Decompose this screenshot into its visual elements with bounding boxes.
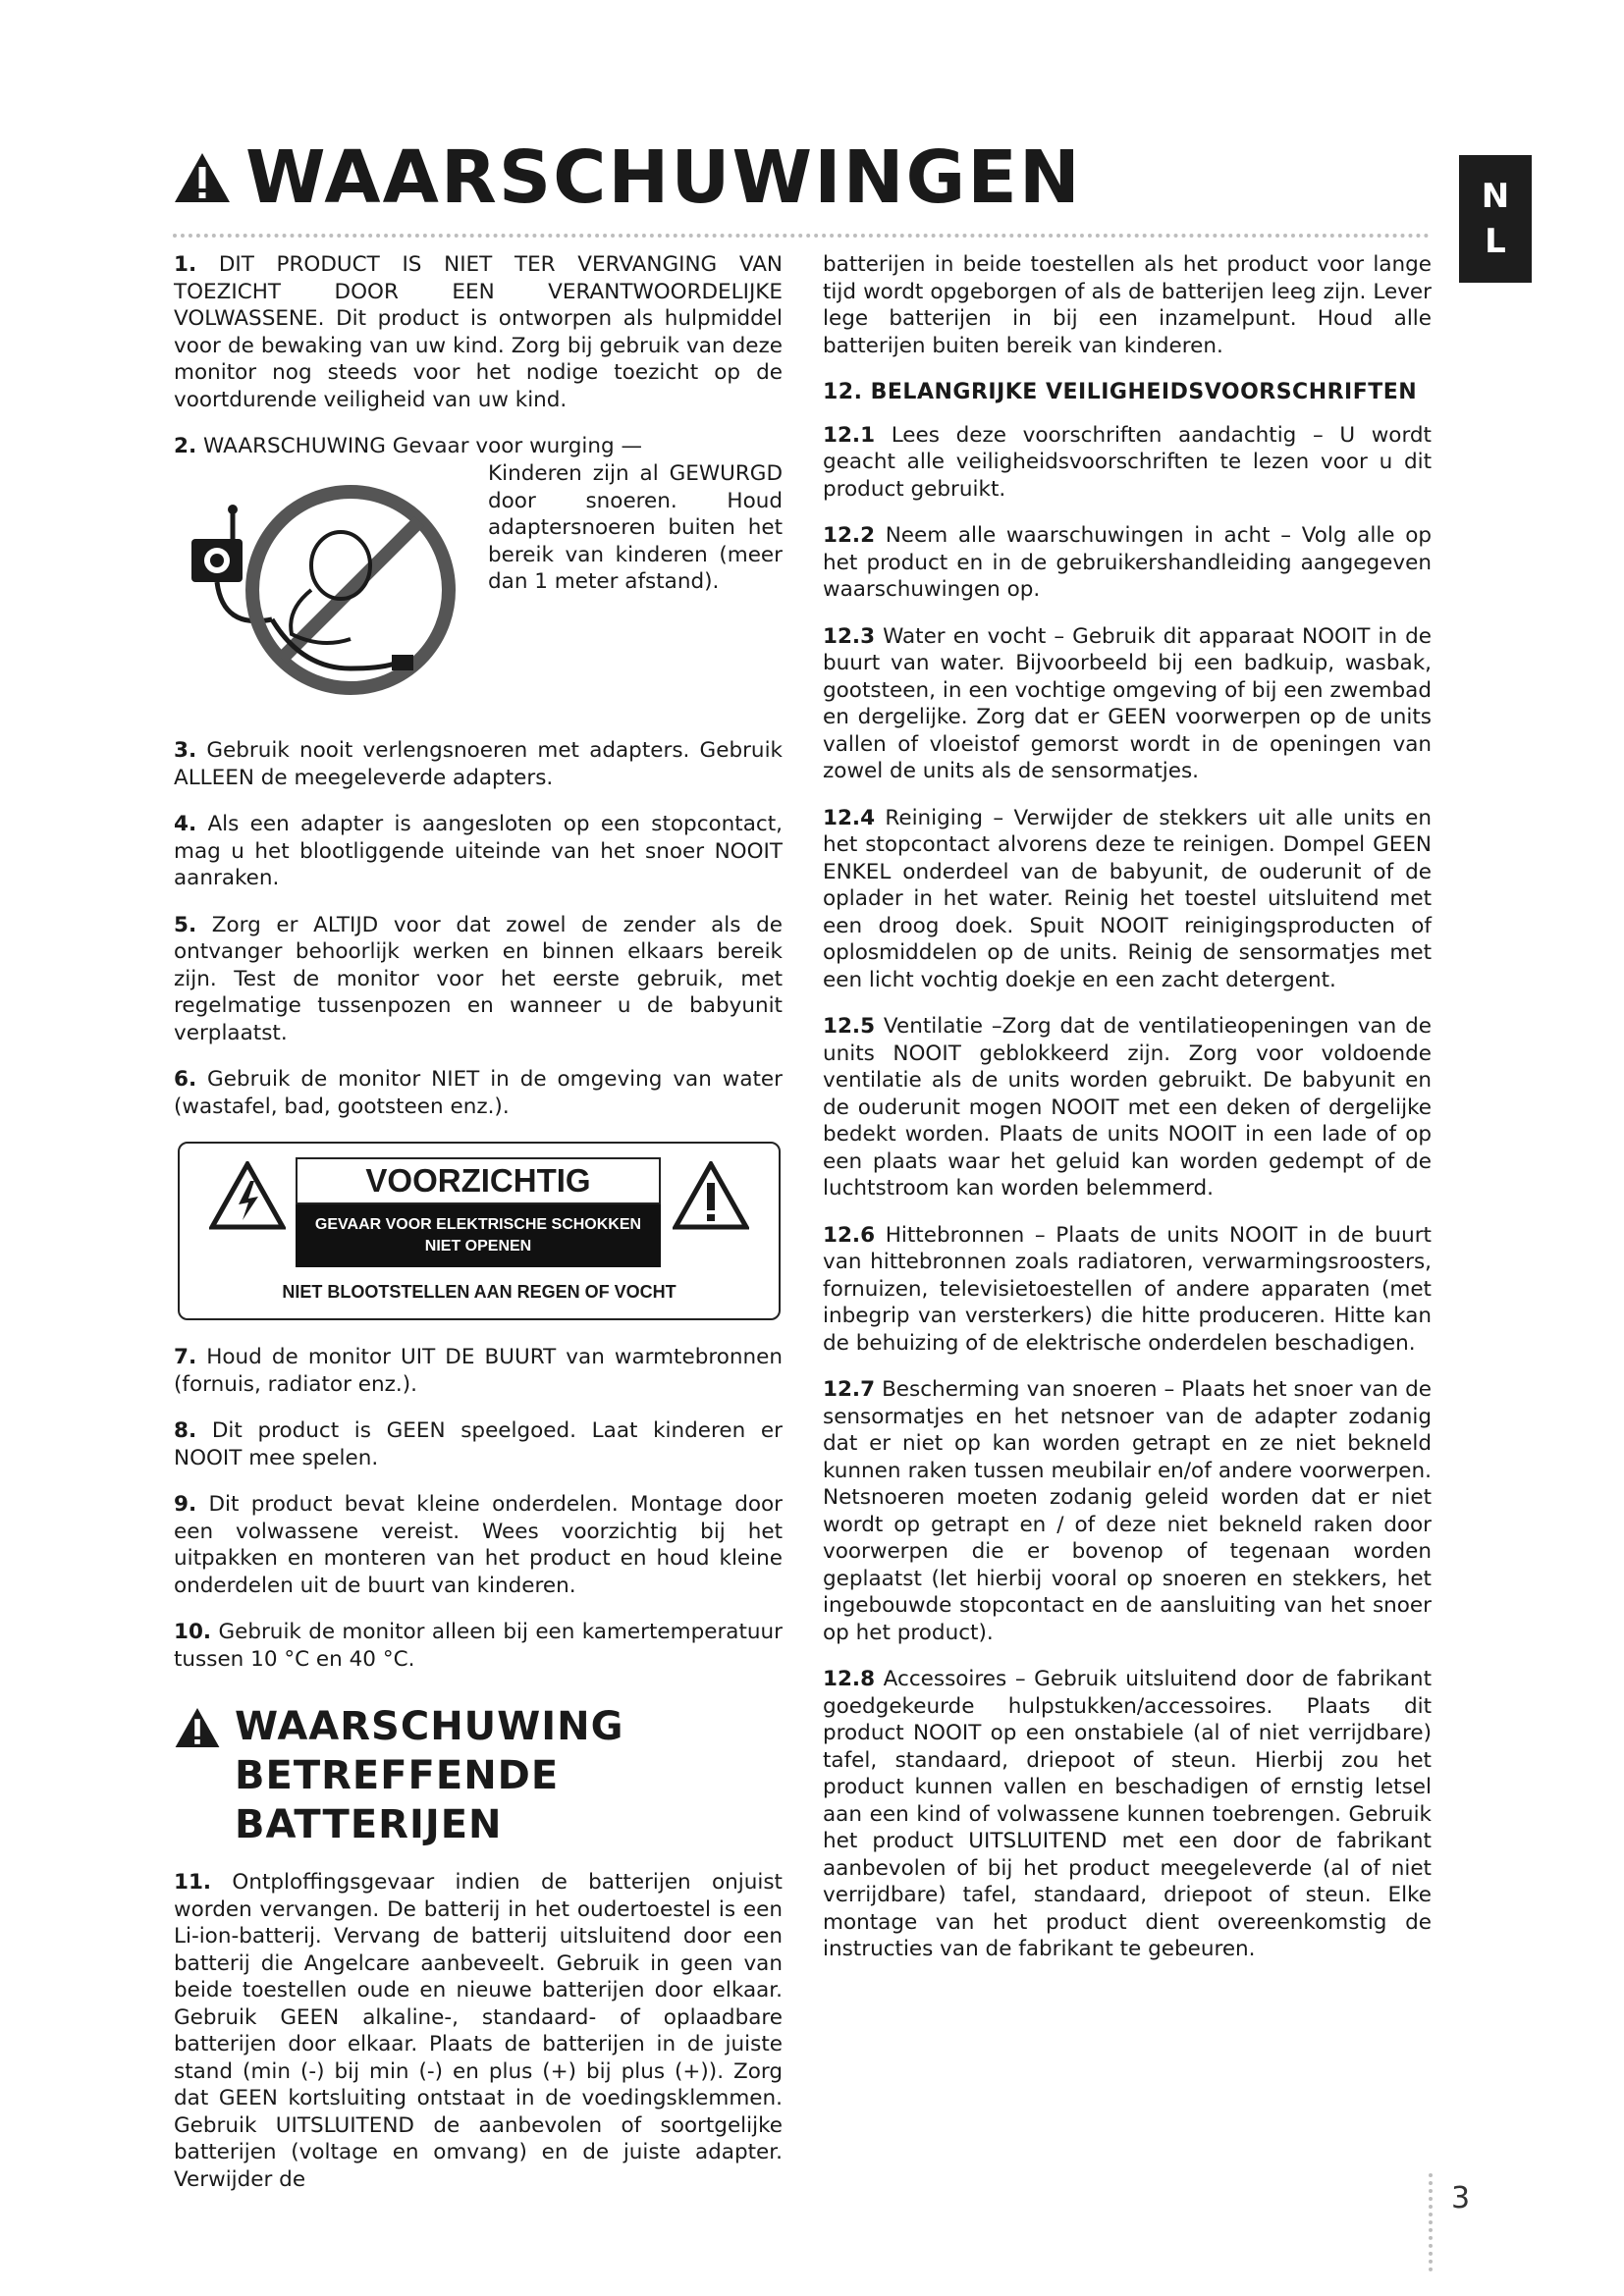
caution-line-1: GEVAAR VOOR ELEKTRISCHE SCHOKKEN: [314, 1216, 642, 1233]
paragraph-8: 8. Dit product is GEEN speelgoed. Laat kinderen er NOOIT mee spelen.: [174, 1418, 783, 1470]
right-column: [823, 251, 1432, 1983]
paragraph-12-5: 12.5 Ventilatie –Zorg dat de ventilatieopeningen van de units NOOIT geblokkeerd zijn. Zorg voor voldoende ventilatie als de units worden gebruikt. De babyunit en de ouderunit mogen NOOIT met een deken of dergelijke bedekt worden. Plaats de units NOOIT in een lade of op een plaats waar het geluid kan worden gedempt of de luchtstroom kan worden belemmerd.: [823, 1014, 1432, 1201]
caution-line-2: NIET OPENEN: [424, 1238, 532, 1255]
paragraph-12-6: 12.6 Hittebronnen – Plaats de units NOOIT in de buurt van hittebronnen zoals radiatoren, verwarmingsroosters, fornuizen, televisietoestellen of andere apparaten (met inbegrip van versterkers) die hitte produceren. Hitte kan de behuizing of de elektrische onderdelen beschadigen.: [823, 1222, 1432, 1356]
section-12-heading: 12. BELANGRIJKE VEILIGHEIDSVOORSCHRIFTEN: [823, 380, 1418, 404]
paragraph-6: 6. Gebruik de monitor NIET in de omgeving van water (wastafel, bad, gootsteen enz.).: [174, 1067, 783, 1119]
warning-icon: [173, 151, 232, 204]
title-text: WAARSCHUWINGEN: [245, 135, 1082, 220]
electric-shock-icon: [209, 1161, 286, 1230]
exclamation-icon: [673, 1161, 749, 1230]
paragraph-12-2: 12.2 Neem alle waarschuwingen in acht – Volg alle op het product en in de gebruikershandleiding aangegeven waarschuwingen op.: [823, 523, 1432, 602]
paragraph-12-4: 12.4 Reiniging – Verwijder de stekkers uit alle units en het stopcontact alvorens deze te reinigen. Dompel GEEN ENKEL onderdeel van de babyunit, de ouderunit of de oplader in het water. Reinig het toestel uitsluitend met een droog doek. Spuit NOOIT reinigingsproducten of oplosmiddelen op de units. Reinig de sensormatjes met een licht vochtig doekje en een zacht detergent.: [823, 805, 1432, 992]
language-tab[interactable]: N L: [1459, 155, 1532, 283]
paragraph-12-1: 12.1 Lees deze voorschriften aandachtig – U wordt geacht alle veiligheidsvoorschriften te lezen voor u dit product gebruikt.: [823, 422, 1432, 502]
paragraph-4: 4. Als een adapter is aangesloten op een stopcontact, mag u het blootliggende uiteinde van het snoer NOOIT aanraken.: [174, 812, 783, 890]
paragraph-2: 2. WAARSCHUWING Gevaar voor wurging — Kinderen zijn al GEWURGD door snoeren. Houd adaptersnoeren buiten het bereik van kinderen (meer dan 1 meter afstand).: [174, 433, 783, 718]
paragraph-12-8: 12.8 Accessoires – Gebruik uitsluitend door de fabrikant goedgekeurde hulpstukken/accessoires. Plaats dit product NOOIT op een onstabiele (al of niet verrijdbare) tafel, standaard, driepoot of steun. Hierbij zou het product kunnen vallen en beschadigen of ernstig letsel aan een kind of volwassene kunnen toebrengen. Gebruik het product UITSLUITEND met een door de fabrikant aanbevolen of bij het product meegeleverde (al of niet verrijdbare) tafel, standaard, driepoot of steun. Elke montage van het product dient overeenkomstig de instructies van de fabrikant te gebeuren.: [823, 1667, 1432, 1961]
divider: [173, 234, 1430, 238]
paragraph-12-7: 12.7 Bescherming van snoeren – Plaats het snoer van de sensormatjes en het netsnoer van de adapter zodanig dat er niet op kan worden getrapt en ze niet bekneld kunnen raken tussen meubilair en/of andere voorwerpen. Netsnoeren moeten zodanig geleid worden dat er niet wordt op getrapt en / of deze niet bekneld raken door voorwerpen die er bovenop of tegenaan worden geplaatst (let hierbij vooral op snoeren en stekkers, het ingebouwde stopcontact en de aansluiting van het snoer op het product).: [823, 1377, 1432, 1645]
paragraph-11-continued: batterijen in beide toestellen als het product voor lange tijd wordt opgeborgen of als de batterijen leeg zijn. Lever lege batterijen in bij een inzamelpunt. Houd alle batterijen buiten bereik van kinderen.: [823, 252, 1432, 358]
caution-title: VOORZICHTIG: [296, 1157, 661, 1204]
paragraph-12-3: 12.3 Water en vocht – Gebruik dit apparaat NOOIT in de buurt van water. Bijvoorbeeld bij een badkuip, wasbak, gootsteen, in een vochtige omgeving of bij een zwembad en dergelijke. Zorg dat er GEEN voorwerpen op de units vallen of vloeistof gemorst wordt in de openingen van zowel de units als de sensormatjes.: [823, 623, 1432, 783]
paragraph-3: 3. Gebruik nooit verlengsnoeren met adapters. Gebruik ALLEEN de meegeleverde adapters.: [174, 738, 783, 790]
left-column: [174, 251, 783, 2213]
paragraph-7: 7. Houd de monitor UIT DE BUURT van warmtebronnen (fornuis, radiator enz.).: [174, 1345, 783, 1397]
paragraph-9: 9. Dit product bevat kleine onderdelen. Montage door een volwassene vereist. Wees voorzichtig bij het uitpakken en monteren van het product en houd kleine onderdelen uit de buurt van kinderen.: [174, 1492, 783, 1598]
strangulation-warning-icon: [184, 472, 478, 708]
paragraph-1: 1. DIT PRODUCT IS NIET TER VERVANGING VAN TOEZICHT DOOR EEN VERANTWOORDELIJKE VOLWASSENE. Dit product is ontworpen als hulpmiddel voor de bewaking van uw kind. Zorg bij gebruik van deze monitor nog steeds voor het nodige toezicht op de voortdurende veiligheid van uw kind.: [174, 252, 783, 412]
warning-icon: [174, 1706, 221, 1749]
page-number: 3: [1451, 2181, 1471, 2216]
caution-label: [178, 1142, 781, 1320]
caution-bottom: NIET BLOOTSTELLEN AAN REGEN OF VOCHT: [282, 1282, 677, 1302]
paragraph-11: 11. Ontploffingsgevaar indien de batterijen onjuist worden vervangen. De batterij in het oudertoestel is een Li-ion-batterij. Vervang de batterij uitsluitend door een batterij die Angelcare aanbeveelt. Gebruik in geen van beide toestellen oude en nieuwe batterijen door elkaar. Gebruik GEEN alkaline-, standaard- of oplaadbare batterijen door elkaar. Plaats de batterijen in de juiste stand (min (-) bij min (-) en plus (+) bij plus (+)). Zorg dat GEEN kortsluiting ontstaat in de voedingsklemmen. Gebruik UITSLUITEND de aanbevolen of soortgelijke batterijen (voltage en omvang) en de juiste adapter. Verwijder de: [174, 1870, 783, 2192]
paragraph-10: 10. Gebruik de monitor alleen bij een kamertemperatuur tussen 10 °C en 40 °C.: [174, 1620, 784, 1672]
paragraph-5: 5. Zorg er ALTIJD voor dat zowel de zender als de ontvanger behoorlijk werken en binnen elkaars bereik zijn. Test de monitor voor het eerste gebruik, met regelmatige tussenpozen en wanneer u de babyunit verplaatst.: [174, 912, 783, 1045]
battery-warning-heading: WAARSCHUWING BETREFFENDE BATTERIJEN: [174, 1702, 783, 1849]
page-number-divider: [1429, 2173, 1433, 2271]
page-title: [173, 133, 1082, 222]
